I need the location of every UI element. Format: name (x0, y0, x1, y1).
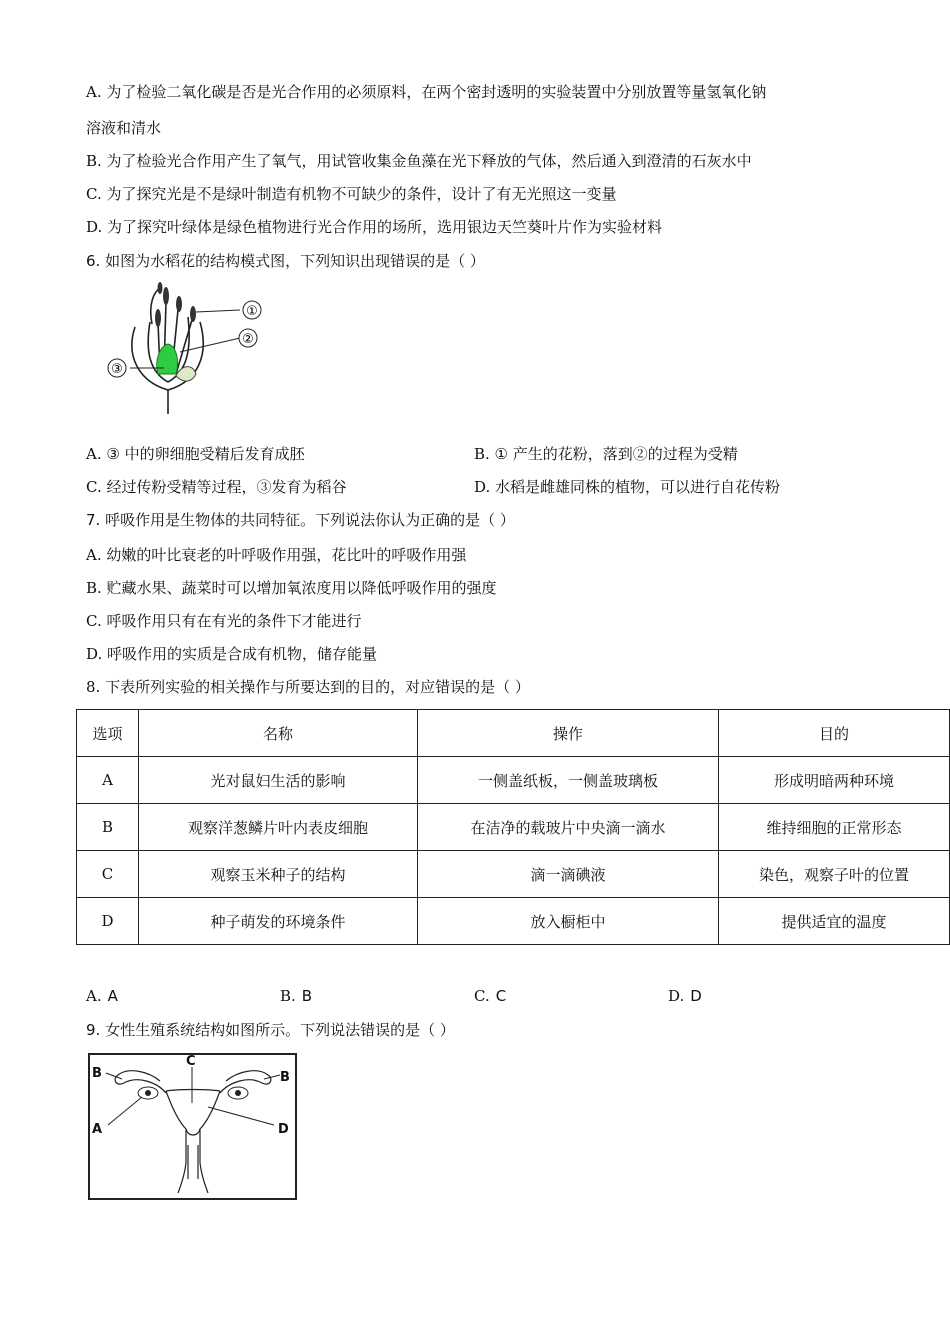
label-b-left: B (92, 1066, 102, 1081)
label-b-right: B (280, 1070, 290, 1085)
label-1: ① (246, 304, 258, 319)
table-cell: 观察洋葱鳞片叶内表皮细胞 (139, 804, 418, 851)
q5-option-c: C. 为了探究光是不是绿叶制造有机物不可缺少的条件，设计了有无光照这一变量 (86, 185, 617, 203)
label-3: ③ (111, 362, 123, 377)
table-header: 目的 (719, 710, 950, 757)
table-cell: 在洁净的载玻片中央滴一滴水 (418, 804, 719, 851)
q8-answer-b: B. B (280, 987, 313, 1005)
q5-option-d: D. 为了探究叶绿体是绿色植物进行光合作用的场所，选用银边天竺葵叶片作为实验材料 (86, 218, 663, 236)
table-cell: 提供适宜的温度 (719, 898, 950, 945)
label-c: C (186, 1054, 196, 1069)
table-cell: B (77, 804, 139, 851)
q9-stem: 9. 女性生殖系统结构如图所示。下列说法错误的是（ ） (86, 1021, 455, 1039)
table-cell: 染色，观察子叶的位置 (719, 851, 950, 898)
q8-table (76, 709, 950, 945)
table-header: 操作 (418, 710, 719, 757)
table-cell: D (77, 898, 139, 945)
label-a: A (92, 1122, 103, 1137)
table-header-row (77, 710, 950, 757)
q5-option-a: A. 为了检验二氧化碳是否是光合作用的必须原料，在两个密封透明的实验装置中分别放置等量氢氧化钠 (86, 83, 767, 101)
label-2: ② (242, 332, 254, 347)
q8-answer-c: C. C (474, 987, 507, 1005)
table-cell: 形成明暗两种环境 (719, 757, 950, 804)
table-cell: 种子萌发的环境条件 (139, 898, 418, 945)
q8-answer-a: A. A (86, 987, 118, 1005)
table-row (77, 757, 950, 804)
q7-option-a: A. 幼嫩的叶比衰老的叶呼吸作用强，花比叶的呼吸作用强 (86, 546, 467, 564)
table-cell: 光对鼠妇生活的影响 (139, 757, 418, 804)
table-row (77, 898, 950, 945)
female-reproductive-diagram (88, 1053, 298, 1201)
q6-option-a: A. ③ 中的卵细胞受精后发育成胚 (86, 445, 305, 463)
q8-answer-d: D. D (668, 987, 702, 1005)
table-cell: C (77, 851, 139, 898)
q7-option-d: D. 呼吸作用的实质是合成有机物，储存能量 (86, 645, 378, 663)
table-cell: A (77, 757, 139, 804)
q6-stem: 6. 如图为水稻花的结构模式图，下列知识出现错误的是（ ） (86, 252, 485, 270)
table-header: 名称 (139, 710, 418, 757)
q5-option-a-cont: 溶液和清水 (86, 119, 162, 137)
table-cell: 放入橱柜中 (418, 898, 719, 945)
table-cell: 滴一滴碘液 (418, 851, 719, 898)
q6-option-d: D. 水稻是雌雄同株的植物，可以进行自花传粉 (474, 478, 781, 496)
q7-option-c: C. 呼吸作用只有在有光的条件下才能进行 (86, 612, 362, 630)
q7-stem: 7. 呼吸作用是生物体的共同特征。下列说法你认为正确的是（ ） (86, 511, 515, 529)
table-row (77, 804, 950, 851)
q7-option-b: B. 贮藏水果、蔬菜时可以增加氧浓度用以降低呼吸作用的强度 (86, 579, 497, 597)
rice-flower-diagram (100, 282, 270, 418)
table-header: 选项 (77, 710, 139, 757)
q6-option-c: C. 经过传粉受精等过程，③发育为稻谷 (86, 478, 347, 496)
q5-option-b: B. 为了检验光合作用产生了氧气，用试管收集金鱼藻在光下释放的气体，然后通入到澄清的石灰水中 (86, 152, 752, 170)
table-row (77, 851, 950, 898)
table-cell: 观察玉米种子的结构 (139, 851, 418, 898)
table-cell: 维持细胞的正常形态 (719, 804, 950, 851)
table-cell: 一侧盖纸板，一侧盖玻璃板 (418, 757, 719, 804)
label-d: D (278, 1122, 289, 1137)
q8-stem: 8. 下表所列实验的相关操作与所要达到的目的，对应错误的是（ ） (86, 678, 530, 696)
q6-option-b: B. ① 产生的花粉，落到②的过程为受精 (474, 445, 738, 463)
